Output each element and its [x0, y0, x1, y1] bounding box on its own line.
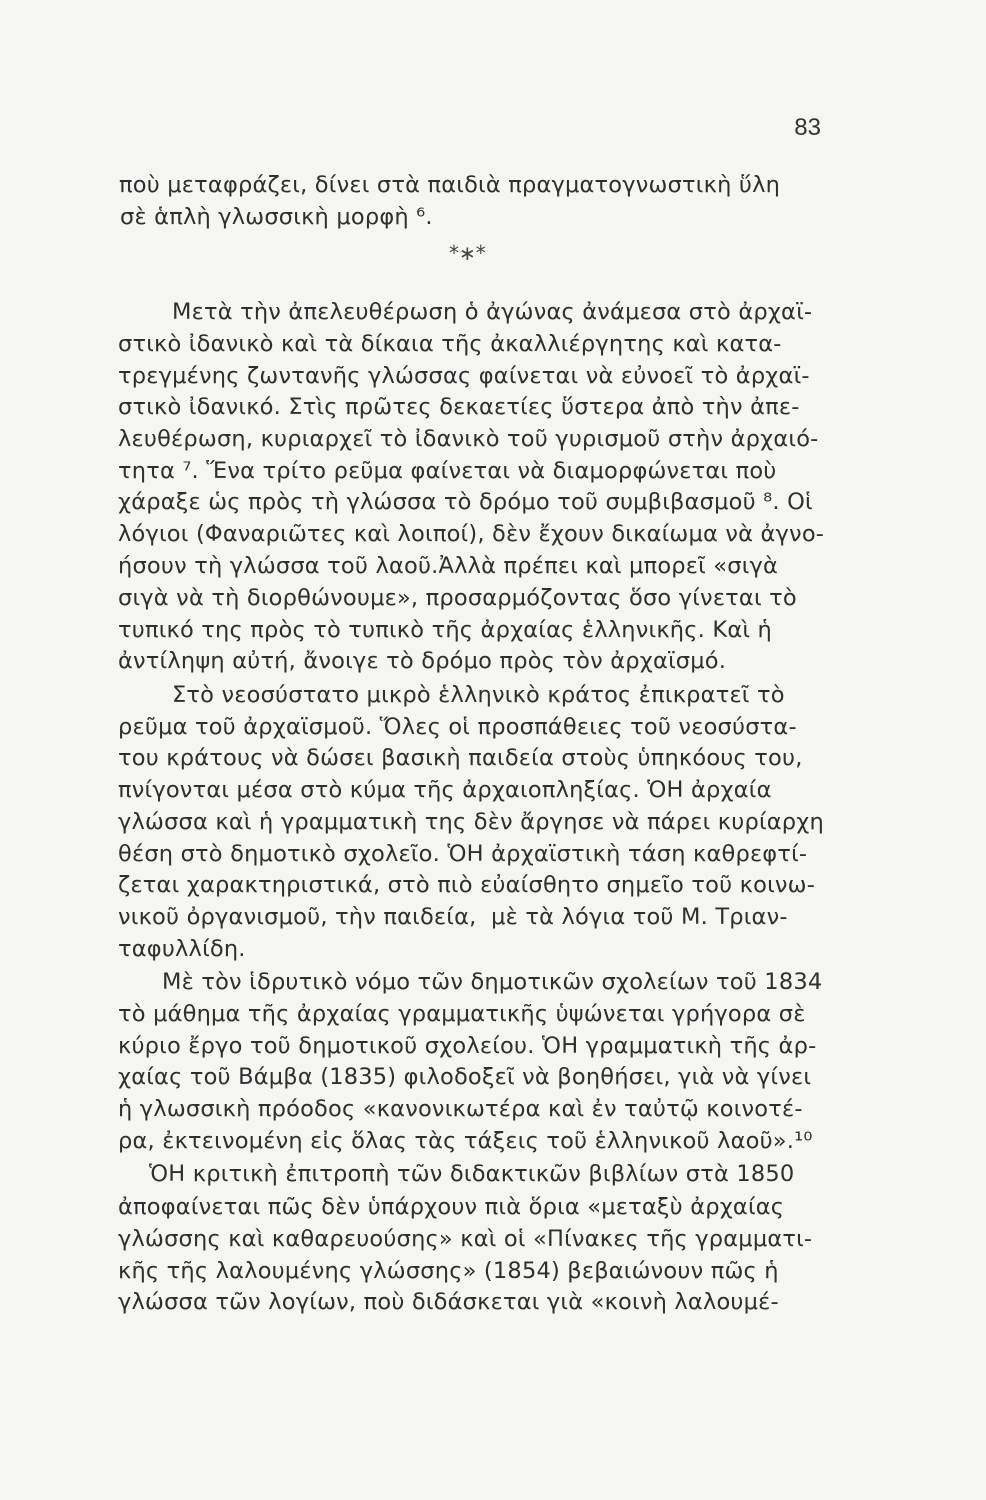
- text-line: κῆς τῆς λαλουμένης γλώσσης» (1854) βεβαιώνουν πῶς ἡ: [118, 1258, 779, 1284]
- text-line: του κράτους νὰ δώσει βασικὴ παιδεία στοὺς ὑπηκόους του,: [118, 745, 803, 771]
- text-line: Μὲ τὸν ἱδρυτικὸ νόμο τῶν δημοτικῶν σχολείων τοῦ 1834: [162, 969, 823, 995]
- text-line: ήσουν τὴ γλώσσα τοῦ λαοῦ.Ἀλλὰ πρέπει καὶ μπορεῖ «σιγὰ: [118, 553, 779, 579]
- text-line: ἡ γλωσσικὴ πρόοδος «κανονικωτέρα καὶ ἐν ταὐτῷ κοινοτέ-: [118, 1096, 803, 1122]
- text-line: τρεγμένης ζωντανῆς γλώσσας φαίνεται νὰ εὐνοεῖ τὸ ἀρχαϊ-: [118, 363, 810, 389]
- text-line: νικοῦ ὀργανισμοῦ, τὴν παιδεία, μὲ τὰ λόγια τοῦ Μ. Τριαν-: [118, 904, 788, 930]
- text-line: τητα ⁷. Ἕνα τρίτο ρεῦμα φαίνεται νὰ διαμορφώνεται ποὺ: [118, 458, 777, 484]
- text-line: ἀποφαίνεται πῶς δὲν ὑπάρχουν πιὰ ὅρια «μεταξὺ ἀρχαίας: [118, 1194, 785, 1220]
- text-line: ἀντίληψη αὐτή, ἄνοιγε τὸ δρόμο πρὸς τὸν ἀρχαϊσμό.: [118, 648, 727, 674]
- text-line: πνίγονται μέσα στὸ κύμα τῆς ἀρχαιοπληξίας. ὉΗ ἀρχαία: [118, 777, 772, 803]
- text-line: λόγιοι (Φαναριῶτες καὶ λοιποί), δὲν ἔχουν δικαίωμα νὰ ἀγνο-: [118, 521, 825, 547]
- text-line: ρα, ἐκτεινομένη εἰς ὅλας τὰς τάξεις τοῦ ἑλληνικοῦ λαοῦ».¹⁰: [118, 1128, 813, 1154]
- text-line: τυπικό της πρὸς τὸ τυπικὸ τῆς ἀρχαίας ἑλληνικῆς. Καὶ ἡ: [118, 617, 772, 643]
- text-line: σὲ ἁπλὴ γλωσσικὴ μορφὴ ⁶.: [120, 204, 433, 230]
- text-line: γλώσσα καὶ ἡ γραμματικὴ της δὲν ἄργησε νὰ πάρει κυρίαρχη: [118, 809, 824, 835]
- page-number: 83: [794, 114, 821, 141]
- text-line: ποὺ μεταφράζει, δίνει στὰ παιδιὰ πραγματογνωστικὴ ὕλη: [119, 172, 781, 198]
- text-line: σιγὰ νὰ τὴ διορθώνουμε», προσαρμόζοντας ὅσο γίνεται τὸ: [118, 585, 797, 611]
- text-line: κύριο ἔργο τοῦ δημοτικοῦ σχολείου. ὉΗ γραμματικὴ τῆς ἀρ-: [118, 1033, 817, 1059]
- section-asterism: *∗*: [449, 241, 486, 265]
- text-line: τὸ μάθημα τῆς ἀρχαίας γραμματικῆς ὑψώνεται γρήγορα σὲ: [118, 1001, 806, 1027]
- text-line: λευθέρωση, κυριαρχεῖ τὸ ἰδανικὸ τοῦ γυρισμοῦ στὴν ἀρχαιό-: [118, 426, 819, 452]
- text-line: χάραξε ὡς πρὸς τὴ γλώσσα τὸ δρόμο τοῦ συμβιβασμοῦ ⁸. Οἱ: [118, 489, 813, 515]
- text-line: γλώσσης καὶ καθαρευούσης» καὶ οἱ «Πίνακες τῆς γραμματι-: [118, 1226, 813, 1252]
- text-line: θέση στὸ δημοτικὸ σχολεῖο. ὉΗ ἀρχαϊστικὴ τάση καθρεφτί-: [118, 841, 808, 867]
- text-line: ταφυλλίδη.: [118, 936, 246, 962]
- text-line: ζεται χαρακτηριστικά, στὸ πιὸ εὐαίσθητο σημεῖο τοῦ κοινω-: [118, 872, 816, 898]
- text-line: Στὸ νεοσύστατο μικρὸ ἑλληνικὸ κράτος ἐπικρατεῖ τὸ: [172, 682, 785, 708]
- text-line: γλώσσα τῶν λογίων, ποὺ διδάσκεται γιὰ «κοινὴ λαλουμέ-: [118, 1289, 779, 1315]
- text-line: ρεῦμα τοῦ ἀρχαϊσμοῦ. Ὅλες οἱ προσπάθειες τοῦ νεοσύστα-: [118, 714, 797, 740]
- text-line: χαίας τοῦ Βάμβα (1835) φιλοδοξεῖ νὰ βοηθήσει, γιὰ νὰ γίνει: [118, 1064, 812, 1090]
- text-line: στικὸ ἰδανικὸ καὶ τὰ δίκαια τῆς ἀκαλλιέργητης καὶ κατα-: [118, 331, 782, 357]
- text-line: ὉΗ κριτικὴ ἐπιτροπὴ τῶν διδακτικῶν βιβλίων στὰ 1850: [149, 1161, 795, 1187]
- text-line: στικὸ ἰδανικό. Στὶς πρῶτες δεκαετίες ὕστερα ἀπὸ τὴν ἀπε-: [118, 394, 800, 420]
- text-line: Μετὰ τὴν ἀπελευθέρωση ὁ ἀγώνας ἀνάμεσα στὸ ἀρχαϊ-: [172, 299, 813, 325]
